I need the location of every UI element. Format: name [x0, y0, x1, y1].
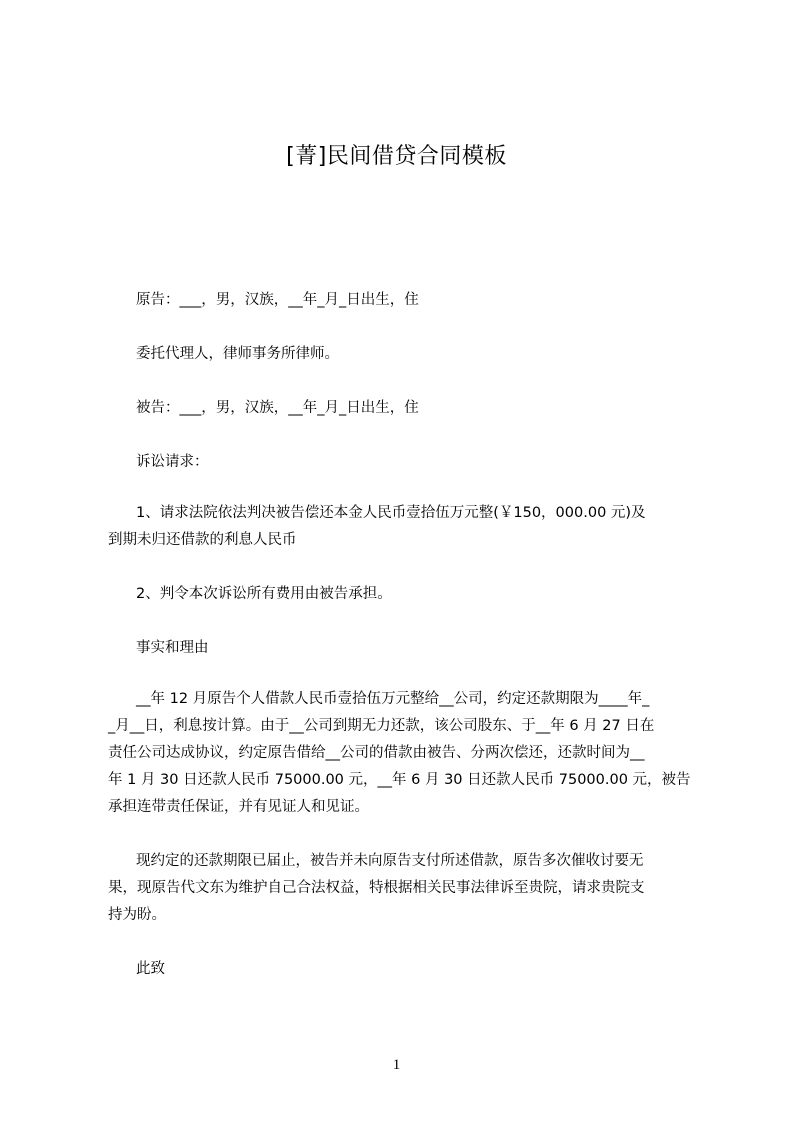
facts-line-1: __年 12 月原告个人借款人民币壹拾伍万元整给__公司，约定还款期限为____年_: [136, 691, 650, 707]
reason-line-3: 持为盼。: [108, 907, 166, 923]
claims-heading: 诉讼请求：: [136, 454, 209, 470]
reason-line-2: 果，现原告代文东为维护自己合法权益，特根据相关民事法律诉至贵院，请求贵院支: [108, 880, 645, 896]
plaintiff-paragraph: 原告：___，男，汉族，__年_月_日出生，住: [136, 292, 419, 308]
defendant-paragraph: 被告：___，男，汉族，__年_月_日出生，住: [136, 400, 419, 416]
document-title: [菁]民间借贷合同模板: [286, 144, 507, 169]
page-number: 1: [392, 1057, 401, 1073]
closing-paragraph: 此致: [136, 961, 165, 977]
claim-1-line-2: 到期未归还借款的利息人民币: [108, 532, 297, 548]
facts-line-2: _月__日，利息按计算。由于__公司到期无力还款，该公司股东、于__年 6 月 27 日在: [108, 718, 655, 734]
reason-line-1: 现约定的还款期限已届止，被告并未向原告支付所述借款，原告多次催收讨要无: [136, 853, 644, 869]
facts-paragraph: [108, 686, 708, 821]
claim-1-paragraph: [108, 500, 708, 554]
reason-paragraph: [108, 848, 708, 929]
claim-2-paragraph: 2、判令本次诉讼所有费用由被告承担。: [136, 586, 392, 602]
facts-heading: 事实和理由: [136, 640, 209, 656]
facts-line-3: 责任公司达成协议，约定原告借给__公司的借款由被告、分两次偿还，还款时间为__: [108, 745, 645, 761]
agent-paragraph: 委托代理人，律师事务所律师。: [136, 346, 339, 362]
facts-line-4: 年 1 月 30 日还款人民币 75000.00 元，__年 6 月 30 日还款人民币 75000.00 元，被告: [108, 772, 691, 788]
facts-line-5: 承担连带责任保证，并有见证人和见证。: [108, 799, 369, 815]
claim-1-line-1: 1、请求法院依法判决被告偿还本金人民币壹拾伍万元整(￥150，000.00 元)及: [136, 505, 646, 521]
